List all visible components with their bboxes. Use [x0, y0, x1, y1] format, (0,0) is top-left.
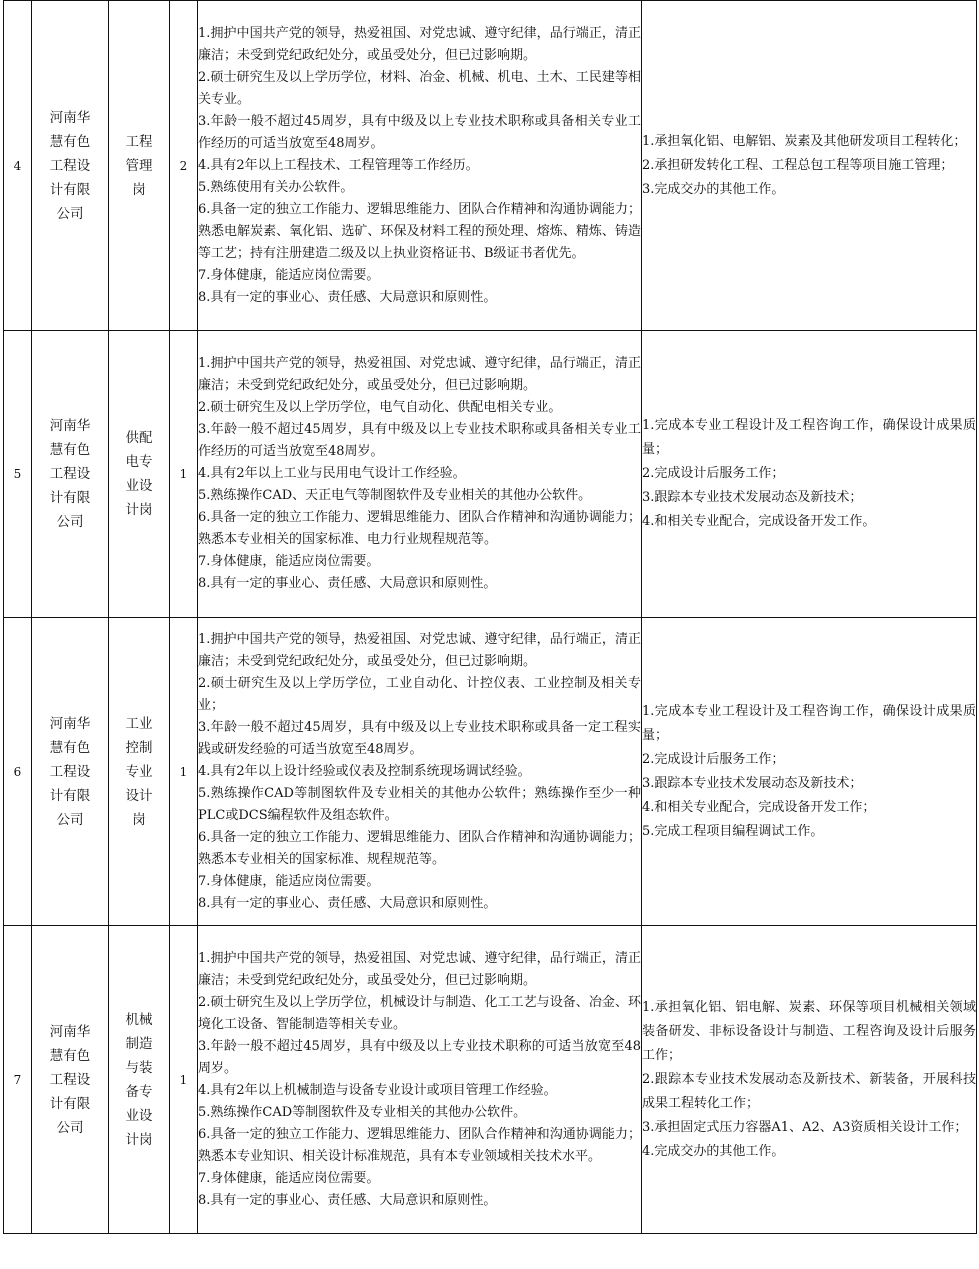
duty-item: 1.完成本专业工程设计及工程咨询工作，确保设计成果质量；	[642, 418, 976, 457]
duty-item: 4.和相关专业配合，完成设备开发工作。	[642, 514, 876, 529]
employer-cell	[32, 1, 109, 331]
duties-cell	[642, 926, 977, 1234]
row-index: 5	[4, 331, 32, 618]
requirement-item: 1.拥护中国共产党的领导，热爱祖国、对党忠诚、遵守纪律，品行端正，清正廉洁；未受到党纪政纪处分，或虽受处分，但已过影响期。	[198, 356, 641, 393]
duty-item: 4.完成交办的其他工作。	[642, 1143, 785, 1159]
row-index: 7	[4, 926, 32, 1234]
requirements-cell	[198, 1, 642, 331]
requirement-item: 2.硕士研究生及以上学历学位，工业自动化、计控仪表、工业控制及相关专业；	[198, 675, 641, 713]
requirement-item: 2.硕士研究生及以上学历学位，电气自动化、供配电相关专业。	[198, 400, 562, 415]
duty-item: 1.承担氧化铝、电解铝、炭素及其他研发项目工程转化；	[642, 133, 967, 149]
requirement-item: 3.年龄一般不超过45周岁，具有中级及以上专业技术职称的可适当放宽至48周岁。	[198, 1038, 641, 1076]
table-row	[4, 331, 977, 618]
position-name: 工程管理岗	[125, 133, 153, 198]
employer-name: 河南华慧有色工程设计有限公司	[49, 109, 91, 222]
employer-cell	[32, 331, 109, 618]
row-index: 4	[4, 1, 32, 331]
requirement-item: 4.具有2年以上工业与民用电气设计工作经验。	[198, 466, 466, 481]
requirement-item: 5.熟练操作CAD、天正电气等制图软件及专业相关的其他办公软件。	[198, 488, 592, 503]
position-cell	[109, 618, 170, 926]
duty-item: 3.承担固定式压力容器A1、A2、A3资质相关设计工作；	[642, 1119, 968, 1135]
requirement-item: 3.年龄一般不超过45周岁，具有中级及以上专业技术职称或具备相关专业工作经历的可适当放宽至48周岁。	[198, 422, 641, 459]
position-name: 供配电专业设计岗	[125, 430, 153, 518]
requirement-item: 5.熟练操作CAD等制图软件及专业相关的其他办公软件。	[198, 1104, 527, 1120]
employer-name: 河南华慧有色工程设计有限公司	[49, 715, 91, 828]
headcount: 1	[170, 331, 198, 618]
recruitment-table	[3, 0, 977, 1234]
requirement-item: 7.身体健康，能适应岗位需要。	[198, 267, 380, 283]
requirement-item: 4.具有2年以上设计经验或仪表及控制系统现场调试经验。	[198, 763, 531, 779]
duty-item: 2.完成设计后服务工作；	[642, 466, 785, 481]
requirement-item: 1.拥护中国共产党的领导，热爱祖国、对党忠诚、遵守纪律，品行端正，清正廉洁；未受到党纪政纪处分，或虽受处分，但已过影响期。	[198, 25, 641, 63]
requirement-item: 6.具备一定的独立工作能力、逻辑思维能力、团队合作精神和沟通协调能力；熟悉本专业相关的国家标准、电力行业规程规范等。	[198, 510, 641, 547]
requirement-item: 4.具有2年以上工程技术、工程管理等工作经历。	[198, 157, 479, 173]
duty-item: 3.跟踪本专业技术发展动态及新技术；	[642, 775, 863, 791]
requirement-item: 7.身体健康，能适应岗位需要。	[198, 1170, 380, 1186]
requirement-item: 6.具备一定的独立工作能力、逻辑思维能力、团队合作精神和沟通协调能力；熟悉本专业知识、相关设计标准规范，具有本专业领域相关技术水平。	[198, 1126, 641, 1164]
requirement-item: 3.年龄一般不超过45周岁，具有中级及以上专业技术职称或具备一定工程实践或研发经验的可适当放宽至48周岁。	[198, 719, 641, 757]
position-name: 机械制造与装备专业设计岗	[125, 1011, 153, 1148]
duty-item: 2.承担研发转化工程、工程总包工程等项目施工管理；	[642, 157, 954, 173]
requirement-item: 7.身体健康，能适应岗位需要。	[198, 873, 380, 889]
requirement-item: 6.具备一定的独立工作能力、逻辑思维能力、团队合作精神和沟通协调能力；熟悉电解炭素、氧化铝、选矿、环保及材料工程的预处理、熔炼、精炼、铸造等工艺；持有注册建造二级及以上执业资格证书、B级证书者优先。	[198, 201, 641, 261]
requirement-item: 2.硕士研究生及以上学历学位，机械设计与制造、化工工艺与设备、冶金、环境化工设备、智能制造等相关专业。	[198, 994, 641, 1032]
requirement-item: 7.身体健康，能适应岗位需要。	[198, 554, 380, 569]
requirement-item: 5.熟练使用有关办公软件。	[198, 179, 354, 195]
requirement-item: 8.具有一定的事业心、责任感、大局意识和原则性。	[198, 895, 497, 911]
employer-cell	[32, 926, 109, 1234]
employer-name: 河南华慧有色工程设计有限公司	[49, 418, 91, 530]
requirements-cell	[198, 618, 642, 926]
duties-cell	[642, 331, 977, 618]
duty-item: 2.完成设计后服务工作；	[642, 751, 785, 767]
duty-item: 2.跟踪本专业技术发展动态及新技术、新装备，开展科技成果工程转化工作；	[642, 1071, 976, 1111]
requirement-item: 4.具有2年以上机械制造与设备专业设计或项目管理工作经验。	[198, 1082, 557, 1098]
requirements-cell	[198, 926, 642, 1234]
duty-item: 5.完成工程项目编程调试工作。	[642, 823, 824, 839]
requirement-item: 8.具有一定的事业心、责任感、大局意识和原则性。	[198, 1192, 497, 1208]
position-cell	[109, 331, 170, 618]
table-row	[4, 926, 977, 1234]
duty-item: 3.跟踪本专业技术发展动态及新技术；	[642, 490, 863, 505]
requirement-item: 5.熟练操作CAD等制图软件及专业相关的其他办公软件；熟练操作至少一种PLC或DCS编程软件及组态软件。	[198, 785, 641, 823]
requirement-item: 2.硕士研究生及以上学历学位，材料、冶金、机械、机电、土木、工民建等相关专业。	[198, 69, 641, 107]
row-index: 6	[4, 618, 32, 926]
table-row	[4, 1, 977, 331]
requirement-item: 3.年龄一般不超过45周岁，具有中级及以上专业技术职称或具备相关专业工作经历的可适当放宽至48周岁。	[198, 113, 641, 151]
duty-item: 1.承担氧化铝、铝电解、炭素、环保等项目机械相关领域装备研发、非标设备设计与制造、工程咨询及设计后服务工作；	[642, 999, 976, 1063]
duty-item: 1.完成本专业工程设计及工程咨询工作，确保设计成果质量；	[642, 703, 976, 743]
position-cell	[109, 926, 170, 1234]
employer-cell	[32, 618, 109, 926]
duties-cell	[642, 618, 977, 926]
requirement-item: 6.具备一定的独立工作能力、逻辑思维能力、团队合作精神和沟通协调能力；熟悉本专业相关的国家标准、规程规范等。	[198, 829, 641, 867]
headcount: 1	[170, 926, 198, 1234]
headcount: 1	[170, 618, 198, 926]
duty-item: 3.完成交办的其他工作。	[642, 181, 785, 197]
requirements-cell	[198, 331, 642, 618]
employer-name: 河南华慧有色工程设计有限公司	[49, 1023, 91, 1136]
duty-item: 4.和相关专业配合，完成设备开发工作；	[642, 799, 876, 815]
position-cell	[109, 1, 170, 331]
requirement-item: 8.具有一定的事业心、责任感、大局意识和原则性。	[198, 289, 497, 305]
duties-cell	[642, 1, 977, 331]
table-row	[4, 618, 977, 926]
requirement-item: 8.具有一定的事业心、责任感、大局意识和原则性。	[198, 576, 497, 591]
requirement-item: 1.拥护中国共产党的领导，热爱祖国、对党忠诚、遵守纪律，品行端正，清正廉洁；未受到党纪政纪处分，或虽受处分，但已过影响期。	[198, 950, 641, 988]
requirement-item: 1.拥护中国共产党的领导，热爱祖国、对党忠诚、遵守纪律，品行端正，清正廉洁；未受到党纪政纪处分，或虽受处分，但已过影响期。	[198, 631, 641, 669]
position-name: 工业控制专业设计岗	[125, 715, 153, 828]
headcount: 2	[170, 1, 198, 331]
